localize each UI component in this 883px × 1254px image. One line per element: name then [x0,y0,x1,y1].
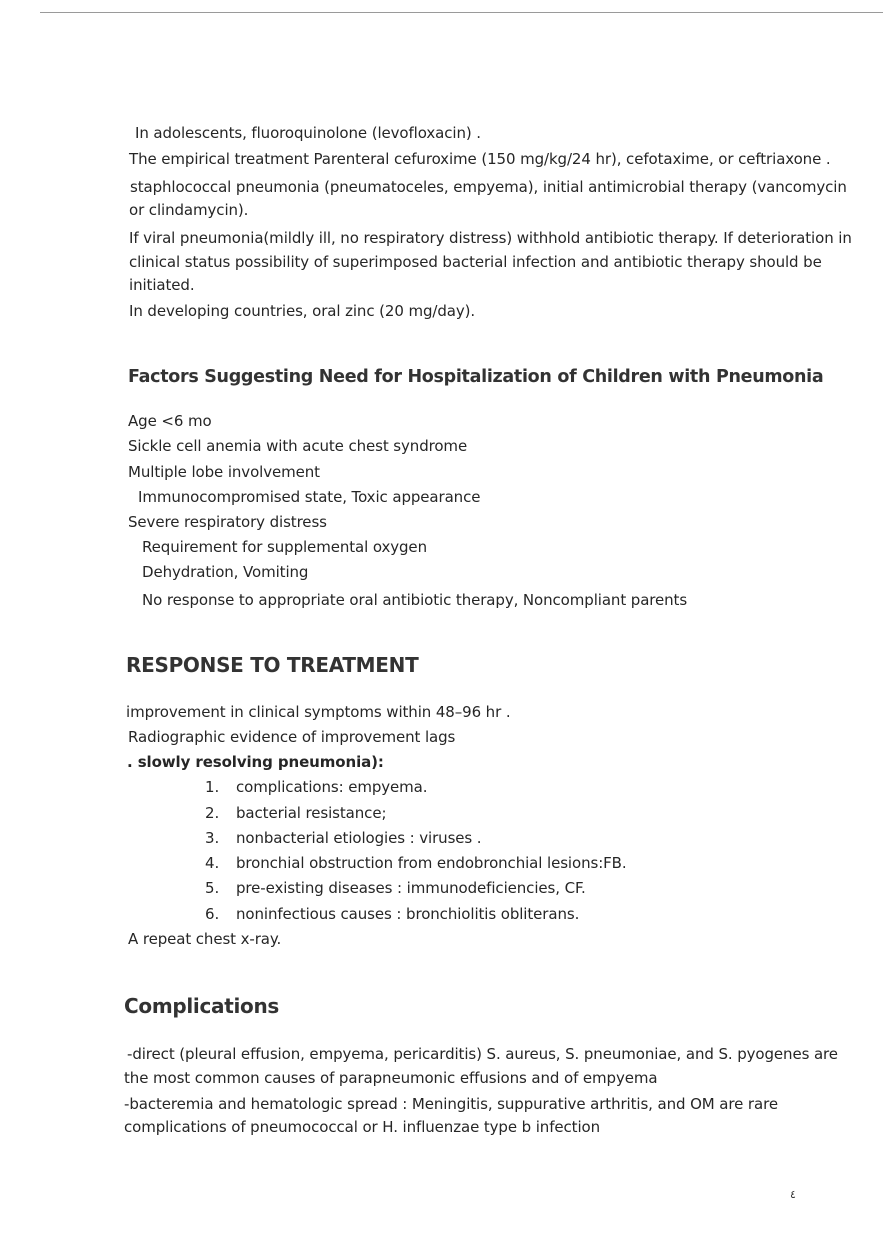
text-line: initiated. [129,276,195,294]
factor-item: No response to appropriate oral antibiotic therapy, Noncompliant parents [142,591,688,609]
list-number: 6. [205,905,220,923]
text-line: the most common causes of parapneumonic effusions and of empyema [124,1069,658,1087]
text-line: In developing countries, oral zinc (20 mg/day). [129,302,476,320]
list-number: 2. [205,804,220,822]
list-number: 4. [205,854,220,872]
list-number: 1. [205,778,220,796]
text-line: If viral pneumonia(mildly ill, no respiratory distress) withhold antibiotic therapy. If deterioration in [129,229,852,247]
factor-item: Multiple lobe involvement [128,463,320,481]
page-number: ٤ [790,1188,796,1201]
text-line: In adolescents, fluoroquinolone (levofloxacin) . [135,124,481,142]
list-item: bronchial obstruction from endobronchial lesions:FB. [236,854,627,872]
text-line: improvement in clinical symptoms within 48–96 hr . [126,703,511,721]
text-line: clinical status possibility of superimposed bacterial infection and antibiotic therapy should be [129,253,822,271]
text-line: -direct (pleural effusion, empyema, pericarditis) S. aureus, S. pneumoniae, and S. pyogenes are [127,1045,838,1063]
list-number: 3. [205,829,220,847]
list-item: pre-existing diseases : immunodeficiencies, CF. [236,879,586,897]
factor-item: Immunocompromised state, Toxic appearance [138,488,481,506]
page-top-rule [40,12,883,13]
list-number: 5. [205,879,220,897]
factor-item: Dehydration, Vomiting [142,563,309,581]
section-heading-response: RESPONSE TO TREATMENT [126,653,419,677]
list-item: noninfectious causes : bronchiolitis obliterans. [236,905,580,923]
list-item: nonbacterial etiologies : viruses . [236,829,482,847]
text-line: complications of pneumococcal or H. influenzae type b infection [124,1118,600,1136]
section-heading-factors: Factors Suggesting Need for Hospitalization of Children with Pneumonia [128,367,824,387]
text-line: -bacteremia and hematologic spread : Meningitis, suppurative arthritis, and OM are rare [124,1095,778,1113]
text-line: Radiographic evidence of improvement lags [128,728,456,746]
text-line: staphlococcal pneumonia (pneumatoceles, empyema), initial antimicrobial therapy (vancomycin [130,178,847,196]
factor-item: Requirement for supplemental oxygen [142,538,427,556]
text-line: A repeat chest x-ray. [128,930,282,948]
text-line: or clindamycin). [129,201,249,219]
subheading-slowly-resolving: . slowly resolving pneumonia): [127,753,384,771]
text-line: The empirical treatment Parenteral cefuroxime (150 mg/kg/24 hr), cefotaxime, or ceftriaxone . [129,150,831,168]
factor-item: Age <6 mo [128,412,212,430]
factor-item: Sickle cell anemia with acute chest syndrome [128,437,468,455]
factor-item: Severe respiratory distress [128,513,327,531]
list-item: bacterial resistance; [236,804,387,822]
section-heading-complications: Complications [124,994,280,1018]
list-item: complications: empyema. [236,778,428,796]
